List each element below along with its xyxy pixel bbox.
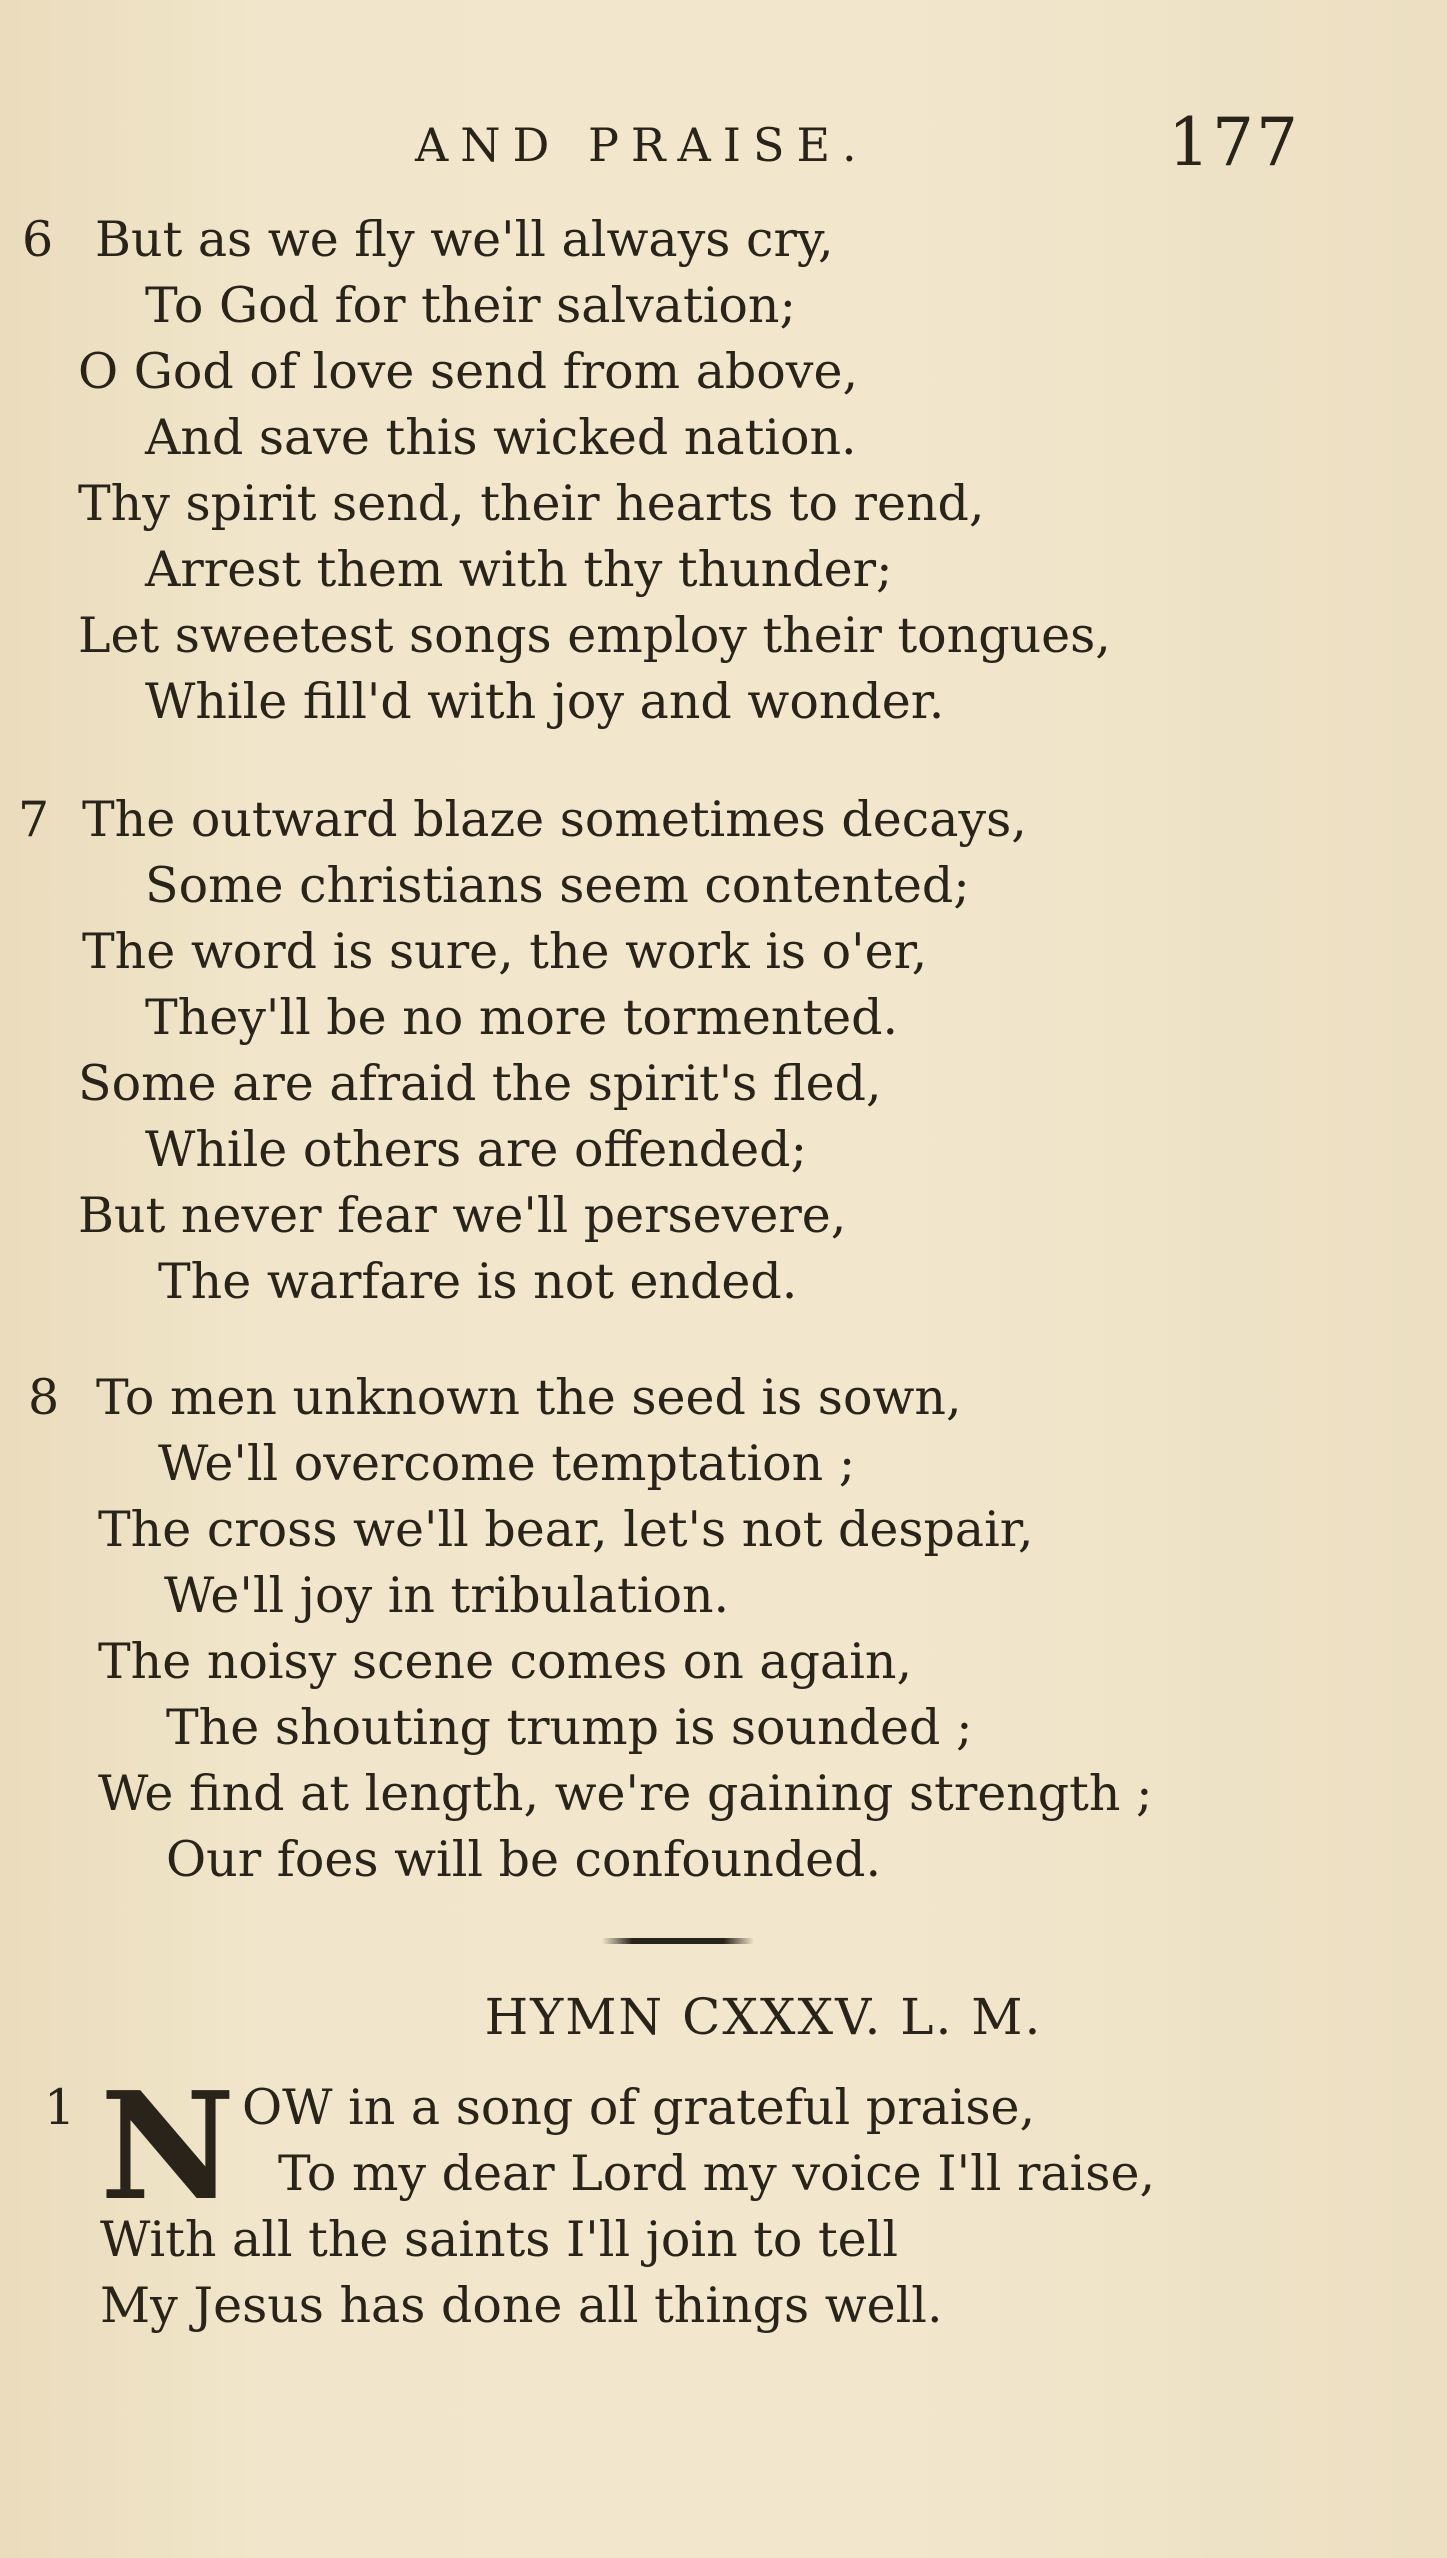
stanza-number: 1 <box>44 2079 76 2136</box>
verse-line: While fill'd with joy and wonder. <box>145 673 945 730</box>
stanza-number: 7 <box>18 791 50 848</box>
verse-line: The warfare is not ended. <box>158 1253 798 1310</box>
verse-line: O God of love send from above, <box>78 343 859 400</box>
verse-line: We find at length, we're gaining strength ; <box>98 1765 1153 1822</box>
running-head: AND PRAISE. <box>415 118 869 172</box>
verse-line: With all the saints I'll join to tell <box>100 2211 898 2268</box>
verse-line: The noisy scene comes on again, <box>98 1633 913 1690</box>
verse-line: And save this wicked nation. <box>145 409 857 466</box>
verse-line: Let sweetest songs employ their tongues, <box>78 607 1111 664</box>
stanza-number: 6 <box>22 211 54 268</box>
page-number: 177 <box>1168 104 1300 181</box>
verse-line: To my dear Lord my voice I'll raise, <box>278 2145 1156 2202</box>
verse-line: The shouting trump is sounded ; <box>166 1699 973 1756</box>
verse-line: Thy spirit send, their hearts to rend, <box>78 475 985 532</box>
verse-line: They'll be no more tormented. <box>145 989 899 1046</box>
stanza-number: 8 <box>28 1369 60 1426</box>
verse-line: We'll joy in tribulation. <box>164 1567 730 1624</box>
verse-line: Some christians seem contented; <box>145 857 970 914</box>
hymn-title: HYMN CXXXV. L. M. <box>484 1988 1043 2046</box>
verse-line: But as we fly we'll always cry, <box>95 211 834 268</box>
verse-line: The cross we'll bear, let's not despair, <box>98 1501 1034 1558</box>
verse-line: The outward blaze sometimes decays, <box>82 791 1027 848</box>
verse-line: But never fear we'll persevere, <box>78 1187 847 1244</box>
verse-line: Some are afraid the spirit's fled, <box>78 1055 882 1112</box>
verse-line: OW in a song of grateful praise, <box>242 2079 1036 2136</box>
verse-line: Our foes will be confounded. <box>166 1831 882 1888</box>
verse-line: To God for their salvation; <box>145 277 796 334</box>
verse-line: To men unknown the seed is sown, <box>96 1369 962 1426</box>
section-divider <box>602 1938 754 1944</box>
verse-line: We'll overcome temptation ; <box>158 1435 856 1492</box>
verse-line: My Jesus has done all things well. <box>100 2277 943 2334</box>
verse-line: Arrest them with thy thunder; <box>145 541 893 598</box>
drop-cap: N <box>100 2059 236 2233</box>
verse-line: While others are offended; <box>145 1121 808 1178</box>
verse-line: The word is sure, the work is o'er, <box>82 923 928 980</box>
